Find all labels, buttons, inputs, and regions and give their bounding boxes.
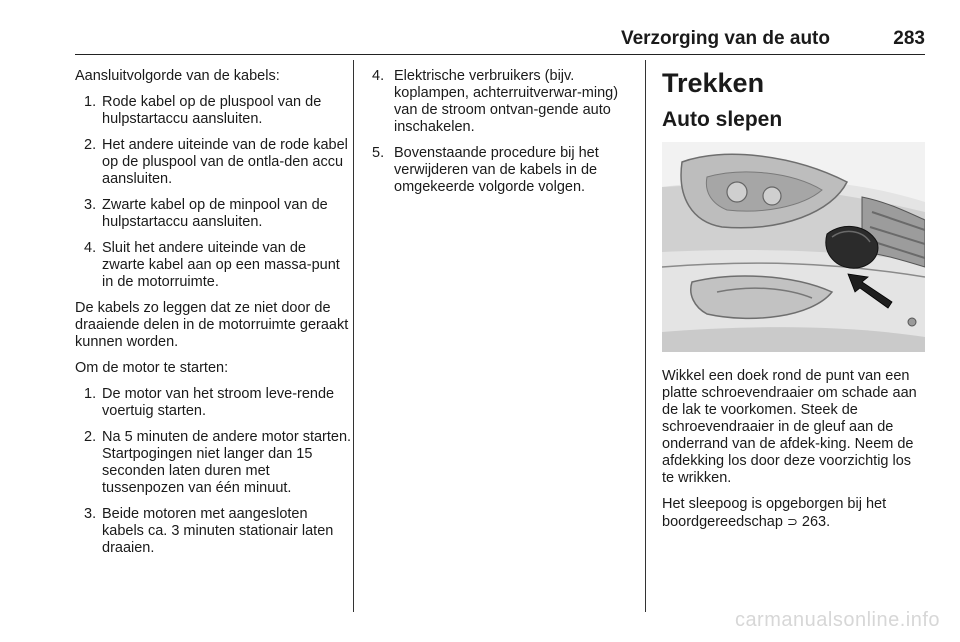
list-item: 1. De motor van het stroom leve-rende voertuig starten. [84,386,335,419]
list-item: 2. Het andere uiteinde van de rode kabel op de pluspool van de ontla-den accu aansluiten. [84,137,348,187]
page-number: 283 [893,28,925,49]
watermark: carmanualsonline.info [734,609,940,631]
page-reference-link[interactable]: 263. [801,514,831,530]
list-item: 3. Zwarte kabel op de minpool van de hulpstartaccu aansluiten. [84,197,328,230]
column-3 [662,68,925,540]
tow-eye-cover-illustration [662,142,925,352]
list-item: 4. Sluit het andere uiteinde van de zwarte kabel aan op een massa-punt in de motorruimte. [84,240,340,290]
header-title: Verzorging van de auto [620,28,830,49]
list-item: 4. Elektrische verbruikers (bijv. koplampen, achterruitverwar-ming) van de stroom ontvan-gende auto inschakelen. [372,68,619,135]
column-1 [75,68,352,566]
reference-arrow-icon: ⊃ [786,514,798,529]
list-item: 5. Bovenstaande procedure bij het verwijderen van de kabels in de omgekeerde volgorde volgen. [372,145,599,195]
page-header [75,28,925,55]
column-divider-1 [353,60,354,612]
cable-order-list [75,94,352,291]
list-item: 2. Na 5 minuten de andere motor starten. Startpogingen niet langer dan 15 seconden laten duren met tussenpozen van één minuut. [84,429,352,496]
list-item: 3. Beide motoren met aangesloten kabels ca. 3 minuten stationair laten draaien. [84,506,334,556]
column-2 [372,68,624,205]
cover-removal-instructions: Wikkel een doek rond de punt van een platte schroevendraaier om schade aan de lak te voorkomen. Steek de schroevendraaier in de gleuf aan de onderrand van de afdek-king. Neem de afdekking los door deze voorzichtig los te wrikken. [662,368,917,486]
car-front-drawing [662,142,925,352]
subsection-heading: Auto slepen [662,108,783,131]
start-intro: Om de motor te starten: [75,360,229,376]
list-item: 1. Rode kabel op de pluspool van de hulpstartaccu aansluiten. [84,94,322,127]
cable-order-intro: Aansluitvolgorde van de kabels: [75,68,280,84]
tow-eye-storage-note: Het sleepoog is opgeborgen bij het boordgereedschap ⊃ 263. [662,496,887,530]
continued-steps-list [372,68,624,196]
section-heading: Trekken [662,68,765,98]
cable-routing-note: De kabels zo leggen dat ze niet door de draaiende delen in de motorruimte geraakt kunnen worden. [75,300,349,350]
column-divider-2 [645,60,646,612]
start-steps-list [75,386,352,557]
